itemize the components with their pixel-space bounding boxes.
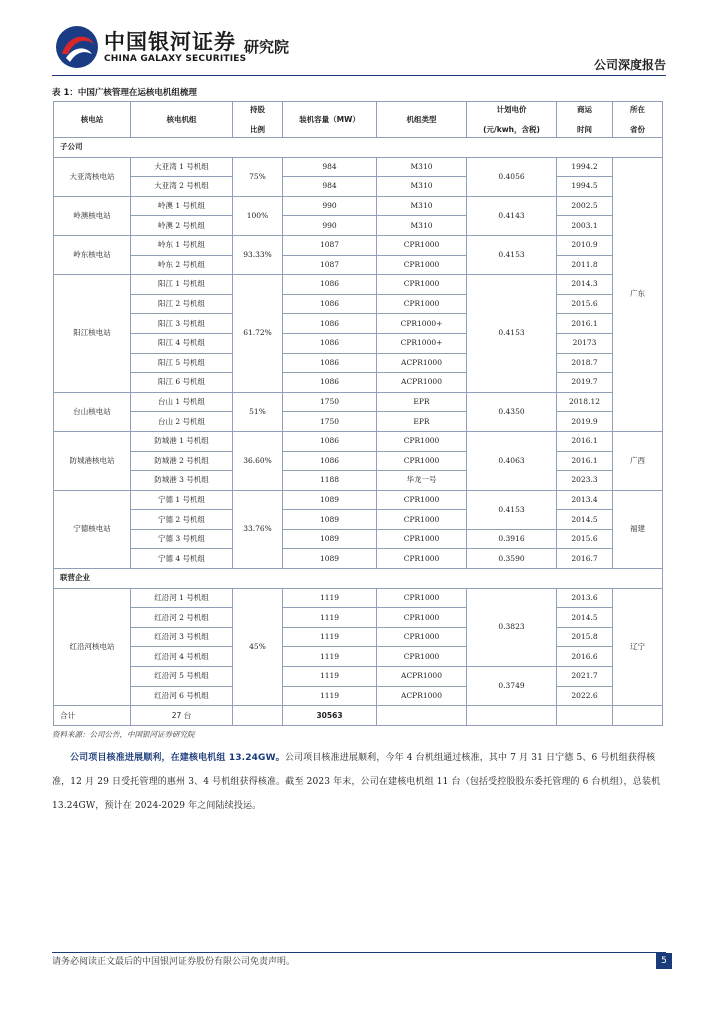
table-row — [54, 549, 663, 569]
unit-cell: 防城港 3 号机组 — [131, 471, 233, 491]
capacity-cell: 1086 — [283, 451, 377, 471]
capacity-cell: 1086 — [283, 353, 377, 373]
op-date-cell: 1994.5 — [557, 177, 613, 197]
type-cell: CPR1000 — [377, 255, 467, 275]
op-date-cell: 2003.1 — [557, 216, 613, 236]
station-cell: 红沿河核电站 — [54, 588, 131, 706]
total-units: 27 台 — [131, 706, 233, 726]
section-subsidiary: 子公司 — [54, 138, 663, 158]
paragraph-body: 公司项目核准进展顺利，今年 4 台机组通过核准，其中 7 月 31 日宁德 5、6 号机组获得核准，12 月 29 日受托管理的惠州 3、4 号机组获得核准。截至 2023 年末，公司在建核电机组 11 台（包括受控股股东委托管理的 6 台机组），总装机 13.24GW，预计在 2024-2029 年之间陆续投运。 — [52, 753, 661, 811]
type-cell: CPR1000 — [377, 275, 467, 295]
price-cell: 0.4143 — [467, 196, 557, 235]
type-cell: CPR1000 — [377, 510, 467, 530]
table-row — [54, 235, 663, 255]
unit-cell: 宁德 4 号机组 — [131, 549, 233, 569]
table-row — [54, 333, 663, 353]
op-date-cell: 2011.8 — [557, 255, 613, 275]
stake-cell: 36.60% — [233, 431, 283, 490]
capacity-cell: 1087 — [283, 235, 377, 255]
brand-institute: 研究院 — [244, 38, 290, 56]
stake-cell: 51% — [233, 392, 283, 431]
op-date-cell: 2013.4 — [557, 490, 613, 510]
unit-cell: 阳江 1 号机组 — [131, 275, 233, 295]
table-row — [54, 177, 663, 197]
capacity-cell: 990 — [283, 196, 377, 216]
section-jv: 联营企业 — [54, 569, 663, 589]
total-label: 合计 — [54, 706, 131, 726]
capacity-cell: 1089 — [283, 529, 377, 549]
station-cell: 阳江核电站 — [54, 275, 131, 393]
capacity-cell: 1087 — [283, 255, 377, 275]
stake-cell: 61.72% — [233, 275, 283, 393]
header-price: 计划电价 (元/kwh，含税) — [467, 102, 557, 138]
table-row — [54, 451, 663, 471]
total-row — [54, 706, 663, 726]
capacity-cell: 1089 — [283, 510, 377, 530]
unit-cell: 阳江 4 号机组 — [131, 333, 233, 353]
unit-cell: 岭澳 2 号机组 — [131, 216, 233, 236]
province-cell: 福建 — [613, 490, 663, 568]
table-row — [54, 412, 663, 432]
table-row — [54, 686, 663, 706]
unit-cell: 红沿河 5 号机组 — [131, 667, 233, 687]
province-cell: 广西 — [613, 431, 663, 490]
footer-divider — [52, 952, 666, 953]
table-caption: 表 1：中国广核管理在运核电机组梳理 — [52, 88, 197, 98]
station-cell: 台山核电站 — [54, 392, 131, 431]
stake-cell: 93.33% — [233, 235, 283, 274]
type-cell: ACPR1000 — [377, 373, 467, 393]
unit-cell: 红沿河 2 号机组 — [131, 608, 233, 628]
type-cell: CPR1000 — [377, 529, 467, 549]
unit-cell: 阳江 3 号机组 — [131, 314, 233, 334]
capacity-cell: 1119 — [283, 647, 377, 667]
table-row — [54, 667, 663, 687]
table-row — [54, 196, 663, 216]
unit-cell: 阳江 2 号机组 — [131, 294, 233, 314]
capacity-cell: 1086 — [283, 314, 377, 334]
capacity-cell: 1119 — [283, 608, 377, 628]
op-date-cell: 2018.7 — [557, 353, 613, 373]
price-cell: 0.4063 — [467, 431, 557, 490]
unit-cell: 宁德 2 号机组 — [131, 510, 233, 530]
station-cell: 防城港核电站 — [54, 431, 131, 490]
table-row — [54, 392, 663, 412]
op-date-cell: 20173 — [557, 333, 613, 353]
unit-cell: 红沿河 1 号机组 — [131, 588, 233, 608]
paragraph-lead: 公司项目核准进展顺利，在建核电机组 13.24GW。 — [70, 753, 285, 763]
station-cell: 岭澳核电站 — [54, 196, 131, 235]
unit-cell: 防城港 2 号机组 — [131, 451, 233, 471]
op-date-cell: 2014.3 — [557, 275, 613, 295]
table-row — [54, 353, 663, 373]
stake-cell: 33.76% — [233, 490, 283, 568]
price-cell: 0.4056 — [467, 157, 557, 196]
station-cell: 宁德核电站 — [54, 490, 131, 568]
table-row — [54, 255, 663, 275]
header-op-date: 商运 时间 — [557, 102, 613, 138]
op-date-cell: 2014.5 — [557, 608, 613, 628]
unit-cell: 大亚湾 2 号机组 — [131, 177, 233, 197]
table-row — [54, 373, 663, 393]
op-date-cell: 2019.7 — [557, 373, 613, 393]
type-cell: CPR1000 — [377, 490, 467, 510]
unit-cell: 岭东 1 号机组 — [131, 235, 233, 255]
capacity-cell: 1119 — [283, 627, 377, 647]
type-cell: CPR1000 — [377, 451, 467, 471]
unit-cell: 大亚湾 1 号机组 — [131, 157, 233, 177]
op-date-cell: 2016.1 — [557, 451, 613, 471]
header-divider — [52, 75, 666, 76]
op-date-cell: 2014.5 — [557, 510, 613, 530]
op-date-cell: 2019.9 — [557, 412, 613, 432]
table-header-row — [54, 102, 663, 138]
nuclear-units-table — [53, 101, 663, 726]
op-date-cell: 2016.1 — [557, 314, 613, 334]
type-cell: CPR1000 — [377, 431, 467, 451]
unit-cell: 阳江 5 号机组 — [131, 353, 233, 373]
stake-cell: 75% — [233, 157, 283, 196]
price-cell: 0.3916 — [467, 529, 557, 549]
disclaimer: 请务必阅读正文最后的中国银河证券股份有限公司免责声明。 — [52, 957, 296, 967]
op-date-cell: 1994.2 — [557, 157, 613, 177]
capacity-cell: 1089 — [283, 549, 377, 569]
type-cell: M310 — [377, 196, 467, 216]
price-cell: 0.3823 — [467, 588, 557, 666]
capacity-cell: 1119 — [283, 686, 377, 706]
capacity-cell: 990 — [283, 216, 377, 236]
header-capacity: 装机容量（MW） — [283, 102, 377, 138]
op-date-cell: 2021.7 — [557, 667, 613, 687]
table-row — [54, 510, 663, 530]
type-cell: ACPR1000 — [377, 686, 467, 706]
header-province: 所在 省份 — [613, 102, 663, 138]
unit-cell: 阳江 6 号机组 — [131, 373, 233, 393]
galaxy-logo-icon — [54, 24, 100, 70]
unit-cell: 岭东 2 号机组 — [131, 255, 233, 275]
unit-cell: 台山 2 号机组 — [131, 412, 233, 432]
capacity-cell: 1089 — [283, 490, 377, 510]
header-station: 核电站 — [54, 102, 131, 138]
header-unit: 核电机组 — [131, 102, 233, 138]
unit-cell: 防城港 1 号机组 — [131, 431, 233, 451]
province-cell: 广东 — [613, 157, 663, 431]
capacity-cell: 984 — [283, 177, 377, 197]
capacity-cell: 1086 — [283, 333, 377, 353]
price-cell: 0.3749 — [467, 667, 557, 706]
province-cell: 辽宁 — [613, 588, 663, 706]
capacity-cell: 1086 — [283, 275, 377, 295]
table-row — [54, 608, 663, 628]
table-row — [54, 471, 663, 491]
op-date-cell: 2018.12 — [557, 392, 613, 412]
op-date-cell: 2022.6 — [557, 686, 613, 706]
unit-cell: 岭澳 1 号机组 — [131, 196, 233, 216]
op-date-cell: 2010.9 — [557, 235, 613, 255]
unit-cell: 台山 1 号机组 — [131, 392, 233, 412]
table-row — [54, 216, 663, 236]
total-capacity: 30563 — [283, 706, 377, 726]
type-cell: CPR1000 — [377, 608, 467, 628]
source-note: 资料来源：公司公告，中国银河证券研究院 — [52, 730, 195, 739]
op-date-cell: 2016.7 — [557, 549, 613, 569]
capacity-cell: 1086 — [283, 431, 377, 451]
type-cell: CPR1000 — [377, 294, 467, 314]
type-cell: M310 — [377, 177, 467, 197]
table-row — [54, 529, 663, 549]
table-row — [54, 431, 663, 451]
capacity-cell: 984 — [283, 157, 377, 177]
station-cell: 岭东核电站 — [54, 235, 131, 274]
unit-cell: 宁德 3 号机组 — [131, 529, 233, 549]
type-cell: CPR1000+ — [377, 333, 467, 353]
type-cell: 华龙一号 — [377, 471, 467, 491]
capacity-cell: 1119 — [283, 588, 377, 608]
op-date-cell: 2002.5 — [557, 196, 613, 216]
unit-cell: 宁德 1 号机组 — [131, 490, 233, 510]
type-cell: CPR1000 — [377, 588, 467, 608]
type-cell: CPR1000 — [377, 549, 467, 569]
table-row — [54, 490, 663, 510]
price-cell: 0.4153 — [467, 235, 557, 274]
type-cell: M310 — [377, 216, 467, 236]
report-type: 公司深度报告 — [593, 58, 666, 72]
price-cell: 0.4153 — [467, 275, 557, 393]
op-date-cell: 2015.8 — [557, 627, 613, 647]
capacity-cell: 1086 — [283, 373, 377, 393]
unit-cell: 红沿河 6 号机组 — [131, 686, 233, 706]
table-row — [54, 588, 663, 608]
op-date-cell: 2013.6 — [557, 588, 613, 608]
header-stake: 持股 比例 — [233, 102, 283, 138]
capacity-cell: 1086 — [283, 294, 377, 314]
price-cell: 0.4350 — [467, 392, 557, 431]
type-cell: CPR1000 — [377, 627, 467, 647]
table-row — [54, 627, 663, 647]
table-row — [54, 647, 663, 667]
type-cell: ACPR1000 — [377, 667, 467, 687]
unit-cell: 红沿河 4 号机组 — [131, 647, 233, 667]
table-row — [54, 294, 663, 314]
op-date-cell: 2023.3 — [557, 471, 613, 491]
capacity-cell: 1750 — [283, 412, 377, 432]
type-cell: CPR1000 — [377, 647, 467, 667]
op-date-cell: 2016.1 — [557, 431, 613, 451]
page-number: 5 — [656, 953, 672, 969]
table-row — [54, 157, 663, 177]
type-cell: EPR — [377, 392, 467, 412]
type-cell: ACPR1000 — [377, 353, 467, 373]
capacity-cell: 1119 — [283, 667, 377, 687]
type-cell: M310 — [377, 157, 467, 177]
table-row — [54, 314, 663, 334]
stake-cell: 100% — [233, 196, 283, 235]
brand-name-cn: 中国银河证券 — [104, 30, 236, 54]
header-type: 机组类型 — [377, 102, 467, 138]
unit-cell: 红沿河 3 号机组 — [131, 627, 233, 647]
brand-name-en: CHINA GALAXY SECURITIES — [104, 54, 247, 64]
type-cell: CPR1000 — [377, 235, 467, 255]
table-row — [54, 275, 663, 295]
type-cell: CPR1000+ — [377, 314, 467, 334]
op-date-cell: 2015.6 — [557, 529, 613, 549]
type-cell: EPR — [377, 412, 467, 432]
price-cell: 0.3590 — [467, 549, 557, 569]
capacity-cell: 1188 — [283, 471, 377, 491]
capacity-cell: 1750 — [283, 392, 377, 412]
body-paragraph — [52, 746, 664, 818]
op-date-cell: 2015.6 — [557, 294, 613, 314]
stake-cell: 45% — [233, 588, 283, 706]
station-cell: 大亚湾核电站 — [54, 157, 131, 196]
op-date-cell: 2016.6 — [557, 647, 613, 667]
price-cell: 0.4153 — [467, 490, 557, 529]
